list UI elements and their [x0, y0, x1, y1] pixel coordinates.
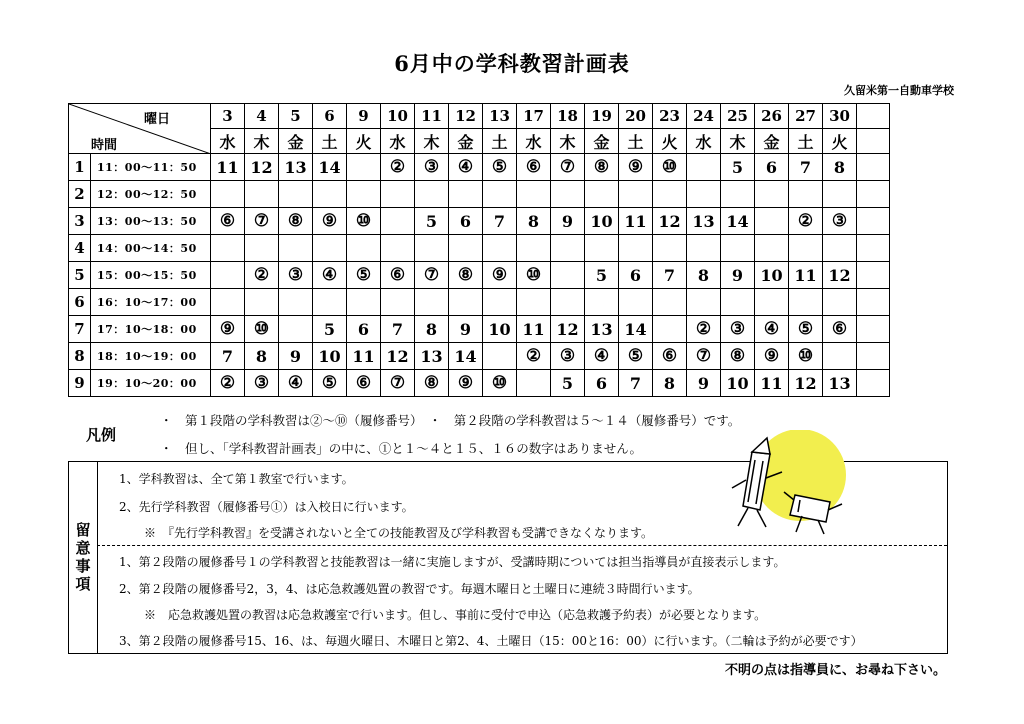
note-item: 3、第２段階の履修番号15、16、は、毎週火曜日、木曜日と第2、4、土曜日（15：00と16：00）に行います。（二輪は予約が必要です）	[119, 634, 863, 648]
lesson-number-cell: 7	[653, 262, 687, 289]
date-cell: 19	[585, 104, 619, 129]
lesson-number-cell	[313, 181, 347, 208]
lesson-number-cell	[721, 181, 755, 208]
period-number: 8	[69, 343, 91, 370]
weekday-cell: 木	[245, 129, 279, 154]
lesson-number-cell: 11	[789, 262, 823, 289]
lesson-number-cell: 12	[381, 343, 415, 370]
lesson-number-cell: 13	[823, 370, 857, 397]
weekday-cell: 金	[279, 129, 313, 154]
divider	[97, 545, 947, 546]
lesson-number-cell: ⑧	[721, 343, 755, 370]
lesson-number-cell	[687, 154, 721, 181]
lesson-number-cell	[789, 289, 823, 316]
lesson-number-cell: 10	[755, 262, 789, 289]
lesson-number-cell: ⑩	[789, 343, 823, 370]
lesson-number-cell	[687, 289, 721, 316]
lesson-number-cell: 6	[449, 208, 483, 235]
weekday-cell: 水	[687, 129, 721, 154]
lesson-number-cell: ⑨	[619, 154, 653, 181]
lesson-number-cell: 9	[551, 208, 585, 235]
lesson-number-cell	[245, 235, 279, 262]
lesson-number-cell	[857, 208, 890, 235]
lesson-number-cell: 13	[585, 316, 619, 343]
period-row	[69, 370, 890, 397]
period-number: 9	[69, 370, 91, 397]
period-number: 7	[69, 316, 91, 343]
weekday-cell: 火	[823, 129, 857, 154]
lesson-number-cell: 11	[211, 154, 245, 181]
lesson-number-cell	[347, 181, 381, 208]
lesson-number-cell	[211, 181, 245, 208]
lesson-number-cell	[857, 235, 890, 262]
note-item: 1、学科教習は、全て第１教室で行います。	[119, 472, 354, 486]
date-cell: 18	[551, 104, 585, 129]
period-time: 15：00～15：50	[91, 262, 211, 289]
lesson-number-cell	[755, 289, 789, 316]
lesson-number-cell	[551, 181, 585, 208]
lesson-number-cell	[857, 289, 890, 316]
lesson-number-cell: ⑦	[687, 343, 721, 370]
lesson-number-cell: 8	[653, 370, 687, 397]
lesson-number-cell: ②	[381, 154, 415, 181]
date-cell: 25	[721, 104, 755, 129]
lesson-number-cell: ④	[279, 370, 313, 397]
weekday-cell: 土	[789, 129, 823, 154]
weekday-cell: 水	[517, 129, 551, 154]
lesson-number-cell: ⑤	[347, 262, 381, 289]
lesson-number-cell: 11	[619, 208, 653, 235]
lesson-number-cell: 6	[585, 370, 619, 397]
lesson-number-cell: 11	[755, 370, 789, 397]
date-cell: 24	[687, 104, 721, 129]
date-cell: 5	[279, 104, 313, 129]
period-number: 1	[69, 154, 91, 181]
lesson-number-cell: ④	[449, 154, 483, 181]
lesson-number-cell	[313, 289, 347, 316]
lesson-number-cell: ⑩	[653, 154, 687, 181]
lesson-number-cell: ④	[313, 262, 347, 289]
lesson-number-cell: 13	[687, 208, 721, 235]
weekday-header-label: 曜日	[143, 112, 170, 127]
period-row	[69, 289, 890, 316]
date-cell: 12	[449, 104, 483, 129]
weekday-cell: 水	[211, 129, 245, 154]
lesson-number-cell	[313, 235, 347, 262]
lesson-number-cell: 7	[789, 154, 823, 181]
lesson-number-cell	[551, 262, 585, 289]
period-number: 2	[69, 181, 91, 208]
lesson-number-cell: ⑥	[823, 316, 857, 343]
lesson-number-cell	[279, 289, 313, 316]
lesson-number-cell	[415, 181, 449, 208]
period-row	[69, 181, 890, 208]
date-cell: 23	[653, 104, 687, 129]
period-time: 14：00～14：50	[91, 235, 211, 262]
date-cell: 17	[517, 104, 551, 129]
lesson-number-cell	[381, 181, 415, 208]
lesson-number-cell: 14	[449, 343, 483, 370]
lesson-number-cell: 12	[653, 208, 687, 235]
date-cell: 20	[619, 104, 653, 129]
date-cell: 26	[755, 104, 789, 129]
date-cell: 27	[789, 104, 823, 129]
lesson-number-cell: 13	[415, 343, 449, 370]
note-item: 1、第２段階の履修番号１の学科教習と技能教習は一緒に実施しますが、受講時期については担当指導員が直接表示します。	[119, 555, 786, 569]
period-number: 4	[69, 235, 91, 262]
lesson-number-cell: ③	[551, 343, 585, 370]
lesson-number-cell: ⑨	[483, 262, 517, 289]
lesson-number-cell: ⑦	[245, 208, 279, 235]
lesson-number-cell: ⑨	[211, 316, 245, 343]
note-item: ※ 『先行学科教習』を受講されないと全ての技能教習及び学科教習も受講できなくなります。	[144, 526, 654, 540]
table-corner	[69, 104, 211, 154]
lesson-number-cell	[721, 235, 755, 262]
lesson-number-cell: ⑩	[483, 370, 517, 397]
lesson-number-cell: 8	[415, 316, 449, 343]
lesson-number-cell: 8	[687, 262, 721, 289]
lesson-number-cell	[245, 289, 279, 316]
lesson-number-cell	[585, 289, 619, 316]
period-time: 12：00～12：50	[91, 181, 211, 208]
lesson-number-cell	[789, 235, 823, 262]
lesson-number-cell: ⑤	[483, 154, 517, 181]
lesson-number-cell	[619, 289, 653, 316]
lesson-number-cell	[483, 181, 517, 208]
weekday-cell: 火	[653, 129, 687, 154]
weekday-cell: 土	[313, 129, 347, 154]
lesson-number-cell	[279, 181, 313, 208]
lesson-number-cell: 12	[551, 316, 585, 343]
lesson-number-cell	[449, 235, 483, 262]
date-cell: 3	[211, 104, 245, 129]
weekday-cell: 金	[755, 129, 789, 154]
lesson-number-cell	[687, 181, 721, 208]
lesson-number-cell	[211, 262, 245, 289]
lesson-number-cell	[823, 235, 857, 262]
lesson-number-cell: 13	[279, 154, 313, 181]
lesson-number-cell	[585, 235, 619, 262]
period-row	[69, 262, 890, 289]
lesson-number-cell: ⑦	[551, 154, 585, 181]
lesson-number-cell: ④	[755, 316, 789, 343]
legend-line-1: ・ 第１段階の学科教習は②～⑩（履修番号） ・ 第２段階の学科教習は５～１４（履修番号）です。	[160, 413, 741, 428]
lesson-number-cell: ⑤	[619, 343, 653, 370]
lesson-number-cell: ③	[279, 262, 313, 289]
lesson-number-cell	[517, 370, 551, 397]
lesson-number-cell: 14	[721, 208, 755, 235]
lesson-number-cell: 12	[789, 370, 823, 397]
lesson-number-cell	[653, 289, 687, 316]
lesson-number-cell: ②	[517, 343, 551, 370]
weekday-cell: 金	[585, 129, 619, 154]
lesson-number-cell: 9	[721, 262, 755, 289]
lesson-number-cell: 11	[347, 343, 381, 370]
page-title: 6月中の学科教習計画表	[394, 51, 630, 76]
lesson-number-cell	[721, 289, 755, 316]
lesson-number-cell	[653, 235, 687, 262]
lesson-number-cell	[857, 181, 890, 208]
lesson-number-cell	[245, 181, 279, 208]
lesson-number-cell: ⑩	[245, 316, 279, 343]
lesson-number-cell	[279, 316, 313, 343]
lesson-number-cell	[211, 235, 245, 262]
lesson-number-cell	[415, 235, 449, 262]
lesson-number-cell: ⑧	[279, 208, 313, 235]
lesson-number-cell	[653, 316, 687, 343]
lesson-number-cell: 6	[347, 316, 381, 343]
weekday-cell: 土	[483, 129, 517, 154]
pencil-eraser-illustration	[710, 430, 860, 540]
lesson-number-cell: ⑩	[517, 262, 551, 289]
lesson-number-cell: ⑥	[211, 208, 245, 235]
lesson-number-cell	[823, 181, 857, 208]
lesson-number-cell: ⑦	[381, 370, 415, 397]
lesson-number-cell	[381, 289, 415, 316]
lesson-number-cell: 5	[313, 316, 347, 343]
lesson-number-cell: 10	[313, 343, 347, 370]
lesson-number-cell	[517, 235, 551, 262]
lesson-number-cell	[347, 235, 381, 262]
lesson-number-cell	[551, 289, 585, 316]
period-time: 16：10～17：00	[91, 289, 211, 316]
date-cell: 11	[415, 104, 449, 129]
lesson-number-cell: ⑦	[415, 262, 449, 289]
note-item: ※ 応急救護処置の教習は応急救護室で行います。但し、事前に受付で申込（応急救護予約表）が必要となります。	[144, 608, 767, 622]
lesson-number-cell	[857, 154, 890, 181]
lesson-number-cell: 7	[483, 208, 517, 235]
period-row	[69, 343, 890, 370]
weekday-cell: 土	[619, 129, 653, 154]
notes-label: 留意事項	[69, 462, 98, 653]
date-cell: 30	[823, 104, 857, 129]
lesson-number-cell: 8	[517, 208, 551, 235]
lesson-number-cell: 9	[449, 316, 483, 343]
lesson-number-cell: 9	[687, 370, 721, 397]
lesson-number-cell: 5	[551, 370, 585, 397]
weekday-cell: 木	[415, 129, 449, 154]
lesson-number-cell: 12	[245, 154, 279, 181]
lesson-number-cell	[857, 316, 890, 343]
period-row	[69, 154, 890, 181]
lesson-number-cell: 7	[619, 370, 653, 397]
period-time: 18：10～19：00	[91, 343, 211, 370]
lesson-number-cell: 6	[619, 262, 653, 289]
lesson-number-cell	[551, 235, 585, 262]
lesson-number-cell: ⑥	[653, 343, 687, 370]
date-cell: 10	[381, 104, 415, 129]
lesson-number-cell: ③	[415, 154, 449, 181]
lesson-number-cell: ⑨	[755, 343, 789, 370]
lesson-number-cell: 10	[585, 208, 619, 235]
note-item: 2、第２段階の履修番号2，3，4、は応急救護処置の教習です。毎週木曜日と土曜日に連続３時間行います。	[119, 582, 700, 596]
lesson-number-cell	[619, 181, 653, 208]
lesson-number-cell: ⑨	[449, 370, 483, 397]
period-time: 11：00～11：50	[91, 154, 211, 181]
lesson-number-cell	[381, 235, 415, 262]
lesson-number-cell: ②	[245, 262, 279, 289]
lesson-number-cell	[449, 181, 483, 208]
period-number: 5	[69, 262, 91, 289]
lesson-number-cell: 11	[517, 316, 551, 343]
period-row	[69, 316, 890, 343]
lesson-number-cell	[823, 343, 857, 370]
lesson-number-cell	[755, 181, 789, 208]
lesson-number-cell: 5	[721, 154, 755, 181]
lesson-number-cell	[857, 343, 890, 370]
lesson-number-cell	[347, 289, 381, 316]
schedule-table	[68, 103, 890, 397]
lesson-number-cell: ③	[823, 208, 857, 235]
lesson-number-cell: 8	[245, 343, 279, 370]
lesson-number-cell: 9	[279, 343, 313, 370]
lesson-number-cell	[517, 289, 551, 316]
lesson-number-cell: ⑤	[313, 370, 347, 397]
lesson-number-cell: 14	[313, 154, 347, 181]
lesson-number-cell	[857, 370, 890, 397]
lesson-number-cell: 7	[211, 343, 245, 370]
lesson-number-cell: 7	[381, 316, 415, 343]
note-item: 2、先行学科教習（履修番号①）は入校日に行います。	[119, 500, 414, 514]
period-time: 19：10～20：00	[91, 370, 211, 397]
lesson-number-cell	[755, 208, 789, 235]
date-cell: 4	[245, 104, 279, 129]
lesson-number-cell	[449, 289, 483, 316]
period-row	[69, 208, 890, 235]
lesson-number-cell: ⑧	[449, 262, 483, 289]
time-header-label: 時間	[91, 138, 118, 153]
lesson-number-cell: 5	[585, 262, 619, 289]
lesson-number-cell: ⑥	[517, 154, 551, 181]
school-name: 久留米第一自動車学校	[844, 84, 954, 97]
lesson-number-cell	[517, 181, 551, 208]
lesson-number-cell	[755, 235, 789, 262]
lesson-number-cell: ④	[585, 343, 619, 370]
period-row	[69, 235, 890, 262]
lesson-number-cell: 14	[619, 316, 653, 343]
lesson-number-cell	[687, 235, 721, 262]
lesson-number-cell	[619, 235, 653, 262]
lesson-number-cell: ⑤	[789, 316, 823, 343]
lesson-number-cell	[823, 289, 857, 316]
lesson-number-cell: ②	[211, 370, 245, 397]
period-number: 6	[69, 289, 91, 316]
date-cell: 9	[347, 104, 381, 129]
lesson-number-cell: ③	[245, 370, 279, 397]
legend-label: 凡例	[86, 426, 117, 444]
lesson-number-cell	[347, 154, 381, 181]
weekday-cell: 金	[449, 129, 483, 154]
lesson-number-cell	[483, 343, 517, 370]
lesson-number-cell: 5	[415, 208, 449, 235]
lesson-number-cell: ⑧	[415, 370, 449, 397]
lesson-number-cell: ⑩	[347, 208, 381, 235]
lesson-number-cell	[211, 289, 245, 316]
period-time: 17：10～18：00	[91, 316, 211, 343]
weekday-cell	[857, 129, 890, 154]
lesson-number-cell: 8	[823, 154, 857, 181]
lesson-number-cell: ⑥	[381, 262, 415, 289]
lesson-number-cell	[483, 235, 517, 262]
lesson-number-cell: 10	[721, 370, 755, 397]
lesson-number-cell: 6	[755, 154, 789, 181]
date-cell: 6	[313, 104, 347, 129]
lesson-number-cell	[789, 181, 823, 208]
lesson-number-cell: 10	[483, 316, 517, 343]
lesson-number-cell: ⑨	[313, 208, 347, 235]
lesson-number-cell: ⑧	[585, 154, 619, 181]
lesson-number-cell: 12	[823, 262, 857, 289]
period-number: 3	[69, 208, 91, 235]
lesson-number-cell	[585, 181, 619, 208]
weekday-cell: 水	[381, 129, 415, 154]
date-cell	[857, 104, 890, 129]
lesson-number-cell	[483, 289, 517, 316]
lesson-number-cell: ②	[687, 316, 721, 343]
date-cell: 13	[483, 104, 517, 129]
lesson-number-cell	[653, 181, 687, 208]
lesson-number-cell	[415, 289, 449, 316]
lesson-number-cell	[279, 235, 313, 262]
weekday-cell: 木	[551, 129, 585, 154]
legend-line-2: ・ 但し、「学科教習計画表」の中に、①と１～４と１５、１６の数字はありません。	[160, 441, 643, 456]
lesson-number-cell: ③	[721, 316, 755, 343]
lesson-number-cell: ②	[789, 208, 823, 235]
weekday-cell: 火	[347, 129, 381, 154]
weekday-cell: 木	[721, 129, 755, 154]
date-header-row	[69, 104, 890, 129]
footer-note: 不明の点は指導員に、お尋ね下さい。	[724, 663, 946, 678]
period-time: 13：00～13：50	[91, 208, 211, 235]
lesson-number-cell	[857, 262, 890, 289]
lesson-number-cell: ⑥	[347, 370, 381, 397]
lesson-number-cell	[381, 208, 415, 235]
